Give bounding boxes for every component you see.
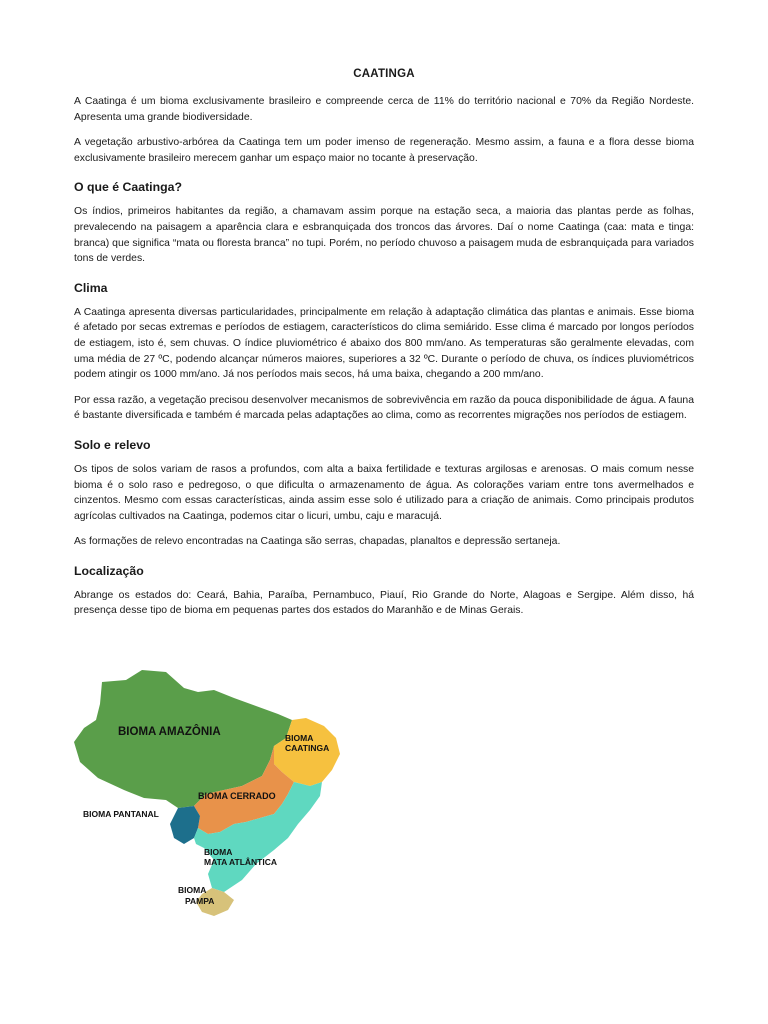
label-cerrado: BIOMA CERRADO	[198, 791, 276, 801]
clima-paragraph-2: Por essa razão, a vegetação precisou desenvolver mecanismos de sobrevivência em razão da pouca disponibilidade de água. A fauna é bastante diversificada e também é marcada pelas adaptações ao clima, como as recorrentes migrações nos períodos de estiagem.	[74, 394, 694, 422]
intro-paragraph-1: A Caatinga é um bioma exclusivamente brasileiro e compreende cerca de 11% do território nacional e 70% da Região Nordeste. Apresenta uma grande biodiversidade.	[74, 96, 694, 123]
solo-paragraph-1: Os tipos de solos variam de rasos a profundos, com alta a baixa fertilidade e texturas argilosas e arenosas. O mais comum nesse bioma é o solo raso e pedregoso, o que dificulta o armazenamento de água. As colorações variam entre tons avermelhados e cinzentos. Mesmo com essas características, ainda assim esse solo é utilizado para a criação de animais. Como principais produtos agrícolas cultivados na Caatinga, podemos citar o licuri, umbu, caju e maracujá.	[74, 463, 694, 522]
label-mata-line-2: MATA ATLÂNTICA	[204, 857, 278, 867]
solo-paragraph-2: As formações de relevo encontradas na Caatinga são serras, chapadas, planaltos e depressão sertaneja.	[74, 536, 561, 548]
label-pantanal: BIOMA PANTANAL	[83, 809, 159, 819]
section-heading-localizacao: Localização	[74, 563, 144, 578]
section-heading-solo-relevo: Solo e relevo	[74, 437, 151, 452]
label-caatinga-line-1: BIOMA	[285, 733, 314, 743]
clima-paragraph-1: A Caatinga apresenta diversas particularidades, principalmente em relação à adaptação climática das plantas e animais. Esse bioma é afetado por secas extremas e períodos de estiagem, característicos do clima semiárido. Esse clima é marcado por longos períodos de estiagem, isto é, sem chuvas. O índice pluviométrico é abaixo dos 800 mm/ano. As temperaturas são geralmente elevadas, com uma média de 27 ºC, podendo alcançar números maiores, superiores a 32 ºC. Durante o período de chuva, os índices pluviométricos podem atingir os 1000 mm/ano. Já nos períodos mais secos, há uma baixa, chegando a 200 mm/ano.	[74, 306, 694, 381]
label-mata-line-1: BIOMA	[204, 847, 233, 857]
o-que-e-paragraph: Os índios, primeiros habitantes da região, a chamavam assim porque na estação seca, a maioria das plantas perde as folhas, prevalecendo na paisagem a aparência clara e esbranquiçada dos troncos das árvores. Daí o nome Caatinga (caa: mata e tinga: branca) que significa “mata ou floresta branca” no tupi. Porém, no período chuvoso a paisagem muda de esbranquiçada para variados tons de verdes.	[74, 206, 694, 265]
biome-map	[74, 668, 344, 920]
localizacao-paragraph: Abrange os estados do: Ceará, Bahia, Paraíba, Pernambuco, Piauí, Rio Grande do Norte, Alagoas e Sergipe. Além disso, há presença desse tipo de bioma em pequenas partes dos estados do Maranhão e de Minas Gerais.	[74, 589, 694, 617]
document-title: CAATINGA	[353, 68, 415, 80]
brazil-biome-map	[74, 668, 344, 920]
section-heading-clima: Clima	[74, 280, 108, 295]
label-caatinga-line-2: CAATINGA	[285, 743, 330, 753]
label-amazonia: BIOMA AMAZÔNIA	[118, 726, 221, 738]
document-body	[74, 68, 694, 629]
label-pampa-line-2: PAMPA	[185, 896, 215, 906]
label-pampa-line-1: BIOMA	[178, 885, 207, 895]
intro-paragraph-2: A vegetação arbustivo-arbórea da Caatinga tem um poder imenso de regeneração. Mesmo assim, a fauna e a flora desse bioma exclusivamente brasileiro merecem ganhar um espaço maior no tocante à preservação.	[74, 137, 694, 164]
section-heading-o-que-e: O que é Caatinga?	[74, 180, 182, 195]
